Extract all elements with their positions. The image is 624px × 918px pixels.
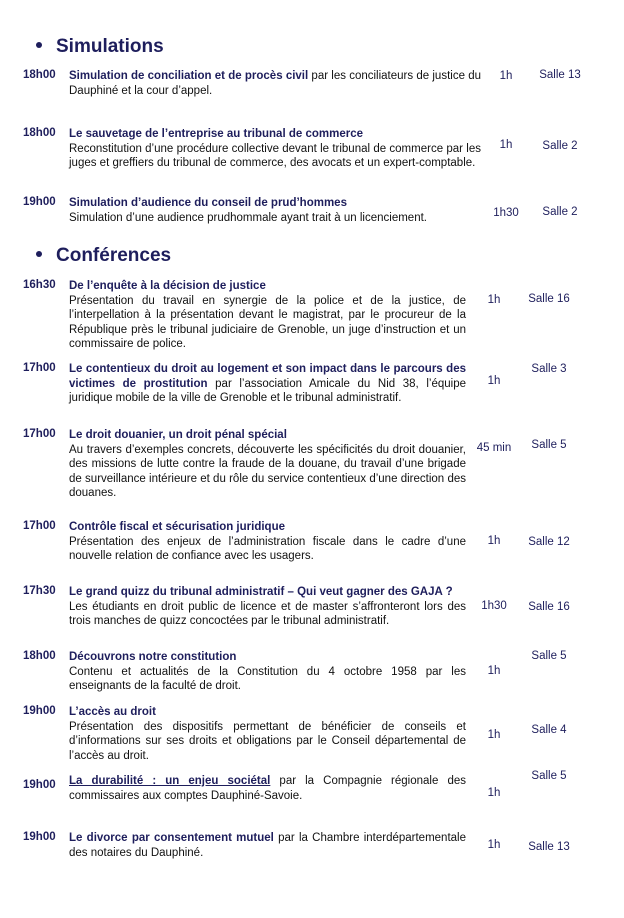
item-text: Simulation d’une audience prudhommale ayant trait à un licenciement. — [69, 211, 427, 224]
item-time: 19h00 — [23, 831, 56, 843]
item-room: Salle 16 — [528, 601, 570, 613]
item-duration: 1h — [487, 294, 501, 306]
item-description — [69, 705, 466, 763]
item-text: Présentation du travail en synergie de la police et de la justice, de l’interpellation à la présentation devant le magistrat, par le procureur de la République près le tribunal judiciaire de Grenoble, un juge d’instruction et un commissaire de police. — [69, 294, 466, 350]
item-description — [69, 831, 466, 860]
item-title: Le grand quizz du tribunal administratif – Qui veut gagner des GAJA ? — [69, 586, 453, 598]
item-text: par l’association Amicale du Nid 38, l’équipe juridique mobile de la ville de Grenoble et le tribunal administratif. — [69, 377, 467, 404]
item-room: Salle 13 — [539, 69, 581, 81]
item-title: De l’enquête à la décision de justice — [69, 280, 266, 292]
item-text: Présentation des dispositifs permettant de bénéficier de conseils et d’informations sur ses droits et obligations par le Conseil départemental de l’accès au droit. — [69, 720, 466, 762]
item-time: 17h30 — [23, 585, 56, 597]
item-room: Salle 5 — [531, 770, 567, 782]
item-title: Simulation de conciliation et de procès civil — [69, 70, 309, 82]
item-time: 17h00 — [23, 428, 56, 440]
item-description — [69, 127, 481, 171]
item-description — [69, 279, 466, 352]
item-time: 16h30 — [23, 279, 56, 291]
item-room: Salle 3 — [531, 363, 567, 375]
item-time: 18h00 — [23, 127, 56, 139]
item-title: Le droit douanier, un droit pénal spécial — [69, 429, 287, 441]
item-text: Au travers d’exemples concrets, découverte les spécificités du droit douanier, des missions de lutte contre la fraude de la douane, du travail d’une brigade de surveillance intérieure et du rôle du service contentieux d’une direction des douanes. — [69, 443, 466, 499]
item-time: 19h00 — [23, 705, 56, 717]
item-text: Reconstitution d’une procédure collective devant le tribunal de commerce par les juges et greffiers du tribunal de commerce, des avocats et un expert-comptable. — [69, 142, 481, 169]
item-text: par les conciliateurs de justice du Dauphiné et la cour d’appel. — [69, 70, 481, 97]
item-duration: 1h — [487, 665, 501, 677]
item-title: L’accès au droit — [69, 706, 156, 718]
item-text: Contenu et actualités de la Constitution du 4 octobre 1958 par les enseignants de la faculté de droit. — [69, 665, 466, 692]
item-time: 17h00 — [23, 520, 56, 532]
item-room: Salle 12 — [528, 536, 570, 548]
item-duration: 1h — [499, 70, 513, 82]
item-room: Salle 5 — [531, 439, 567, 451]
item-duration: 1h — [487, 729, 501, 741]
item-title: Simulation d’audience du conseil de prud’hommes — [69, 197, 347, 209]
item-duration: 1h — [487, 375, 501, 387]
item-time: 18h00 — [23, 69, 56, 81]
item-title: Découvrons notre constitution — [69, 651, 237, 663]
item-description — [69, 69, 481, 98]
item-room: Salle 4 — [531, 724, 567, 736]
item-time: 17h00 — [23, 362, 56, 374]
item-description — [69, 650, 466, 694]
item-room: Salle 13 — [528, 841, 570, 853]
item-description — [69, 362, 466, 406]
item-description — [69, 520, 466, 564]
item-description — [69, 196, 481, 225]
item-time: 19h00 — [23, 779, 56, 791]
item-room: Salle 2 — [542, 206, 578, 218]
item-duration: 45 min — [476, 442, 512, 454]
item-duration: 1h30 — [481, 600, 507, 612]
item-duration: 1h — [499, 139, 513, 151]
section-title-text: Simulations — [56, 36, 164, 57]
bullet-icon — [36, 251, 42, 257]
item-title: La durabilité : un enjeu sociétal — [69, 775, 271, 787]
section-title-text: Conférences — [56, 245, 172, 266]
item-text: par la Compagnie régionale des commissaires aux comptes Dauphiné-Savoie. — [69, 775, 466, 802]
item-title: Le sauvetage de l’entreprise au tribunal de commerce — [69, 128, 363, 140]
item-duration: 1h — [487, 535, 501, 547]
section-title-simulations — [36, 36, 164, 58]
item-room: Salle 2 — [542, 140, 578, 152]
item-duration: 1h — [487, 787, 501, 799]
item-title: Le contentieux du droit au logement et son impact dans le parcours des victimes de prostitution — [69, 363, 466, 390]
item-description — [69, 428, 466, 501]
bullet-icon — [36, 42, 42, 48]
item-room: Salle 5 — [531, 650, 567, 662]
item-duration: 1h — [487, 839, 501, 851]
item-time: 18h00 — [23, 650, 56, 662]
section-title-conferences — [36, 245, 171, 267]
item-room: Salle 16 — [528, 293, 570, 305]
item-text: Présentation des enjeux de l’administration fiscale dans le cadre d’une nouvelle relation de confiance avec les usagers. — [69, 535, 466, 562]
item-time: 19h00 — [23, 196, 56, 208]
item-title: Le divorce par consentement mutuel — [69, 832, 274, 844]
item-duration: 1h30 — [493, 207, 519, 219]
item-description — [69, 774, 466, 803]
item-title: Contrôle fiscal et sécurisation juridique — [69, 521, 285, 533]
item-text: Les étudiants en droit public de licence et de master s’affronteront lors des trois manches de quizz concoctées par le tribunal administratif. — [69, 600, 466, 627]
item-text: par la Chambre interdépartementale des notaires du Dauphiné. — [69, 832, 466, 859]
item-description — [69, 585, 466, 629]
